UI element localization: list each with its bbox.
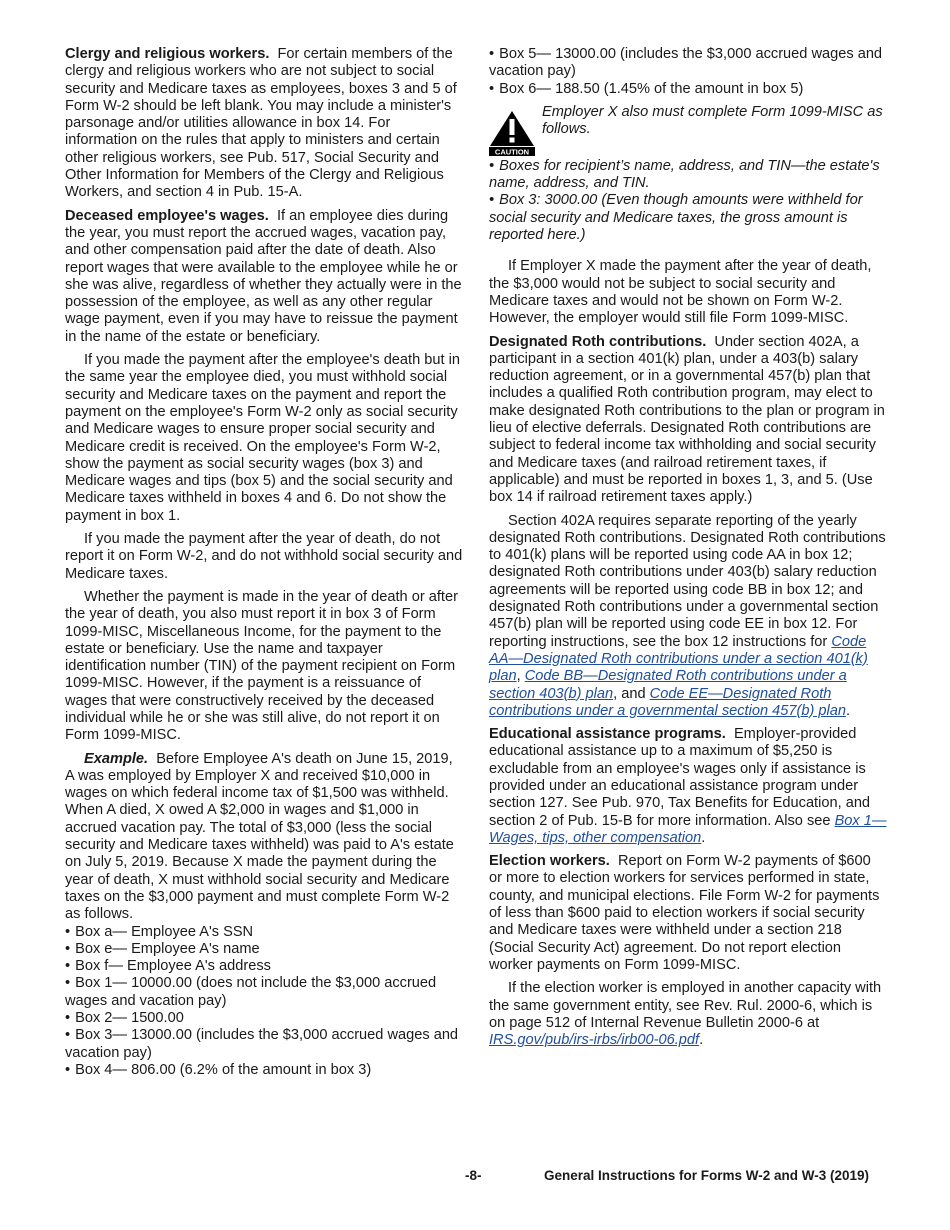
list-item: • Box f— Employee A's address — [65, 958, 463, 975]
caution-icon — [489, 110, 535, 156]
list-item: • Boxes for recipient’s name, address, and TIN—the estate's name, address, and TIN. — [489, 158, 887, 193]
list-item: • Box 2— 1500.00 — [65, 1010, 463, 1027]
after-year-paragraph: If you made the payment after the year of death, do not report it on Form W-2, and do not withhold social security and Medicare taxes. — [65, 531, 463, 582]
list-item: • Box 3— 13000.00 (includes the $3,000 accrued wages and vacation pay) — [65, 1027, 463, 1062]
roth-paragraph — [489, 334, 887, 507]
clergy-paragraph — [65, 46, 463, 202]
code-bb-link[interactable]: Code BB—Designated Roth contributions under a section 403(b) plan — [489, 668, 847, 702]
example-text: Before Employee A's death on June 15, 2019, A was employed by Employer X and received $10,000 in wages on which federal income tax of $1,500 was withheld. When A died, X owed A $2,000 in wages and $1,000 in accrued vacation pay. The total of $3,000 (less the social security and Medicare taxes withheld) was paid to A's estate on July 5, 2019. Because X made the payment during the year of death, X must withhold social security and Medicare taxes on the $3,000 payment and must complete Form W-2 as follows. — [65, 750, 454, 923]
irs-bulletin-link[interactable]: IRS.gov/pub/irs-irbs/irb00-06.pdf — [489, 1032, 700, 1049]
election-capacity-text: If the election worker is employed in another capacity with the same government entity, see Rev. Rul. 2000-6, which is on page 512 of Internal Revenue Bulletin 2000-6 at — [489, 980, 882, 1031]
list-item: • Box 6— 188.50 (1.45% of the amount in box 5) — [489, 81, 887, 98]
w2-box-list-continued — [489, 46, 887, 98]
code-aa-link[interactable]: Code AA—Designated Roth contributions under a section 401(k) plan — [489, 633, 868, 685]
caution-text: Employer X also must complete Form 1099-MISC as follows. — [542, 103, 883, 138]
list-item: • Box 1— 10000.00 (does not include the $3,000 accrued wages and vacation pay) — [65, 975, 463, 1010]
separator: , — [516, 668, 521, 685]
w2-box-list — [65, 924, 463, 1080]
page-number: -8- — [465, 1168, 482, 1183]
list-item: • Box 4— 806.00 (6.2% of the amount in box 3) — [65, 1062, 463, 1079]
box-1-link[interactable]: Box 1—Wages, tips, other compensation — [489, 812, 887, 846]
caution-label: CAUTION — [494, 147, 530, 156]
deceased-text: If an employee dies during the year, you must report the accrued wages, vacation pay, and other compensation paid after the date of death. Also report wages that were available to the employee while he or she was alive, regardless of whether they actually were in the possession of the employee, as well as any other regular wage payment, even if you may have to reissue the payment in the name of the estate or beneficiary. — [65, 207, 462, 345]
caution-note — [489, 104, 887, 154]
page-footer-title: General Instructions for Forms W-2 and W-3 (2019) — [544, 1168, 870, 1183]
list-item: • Box 3: 3000.00 (Even though amounts were withheld for social security and Medicare taxes, the gross amount is reported here.) — [489, 192, 887, 244]
election-paragraph — [489, 853, 887, 974]
deceased-heading: Deceased employee's wages. — [65, 207, 269, 224]
code-ee-link[interactable]: Code EE—Designated Roth contributions under a governmental section 457(b) plan — [489, 685, 846, 719]
clergy-heading: Clergy and religious workers. — [65, 46, 270, 62]
roth-reporting-paragraph — [489, 513, 887, 721]
example-heading: Example. — [84, 750, 149, 767]
employer-x-paragraph: If Employer X made the payment after the year of death, the $3,000 would not be subject to social security and Medicare taxes and would not be shown on Form W-2. However, the employer would still file Form 1099-MISC. — [489, 258, 872, 327]
left-column — [65, 46, 463, 1079]
period: . — [845, 702, 851, 719]
election-capacity-paragraph — [489, 980, 887, 1049]
right-column — [489, 46, 887, 1055]
list-item: • Box e— Employee A's name — [65, 941, 463, 958]
period: . — [699, 1032, 704, 1049]
form-1099-list — [489, 158, 887, 244]
education-text: Employer-provided educational assistance up to a maximum of $5,250 is excludable from an employee's wages only if assistance is provided under an educational assistance program under section 127. See Pub. 970, Tax Benefits for Education, and section 2 of Pub. 15-B for more information. Also see — [489, 726, 871, 829]
election-text: Report on Form W-2 payments of $600 or more to election workers for services performed in state, county, and municipal elections. File Form W-2 for payments of less than $600 paid to election workers if social security and Medicare taxes were withheld under a section 218 (Social Security Act) agreement. Do not report election worker payments on Form 1099-MISC. — [489, 853, 880, 973]
roth-text: Under section 402A, a participant in a section 401(k) plan, under a 403(b) salary reduction agreement, or in a governmental 457(b) plan that includes a qualified Roth contribution program, may elect to make designated Roth contributions to the plan or program in lieu of elective deferrals. Designated Roth contributions are subject to federal income tax withholding and social security and Medicare taxes (and railroad retirement taxes, if applicable) and must be reported in boxes 1, 3, and 5. (Use box 14 if railroad retirement taxes apply.) — [489, 333, 885, 506]
education-paragraph — [489, 726, 887, 847]
separator: , and — [613, 685, 646, 702]
education-heading: Educational assistance programs. — [489, 726, 726, 743]
same-year-paragraph: If you made the payment after the employee's death but in the same year the employee died, you must withhold social security and Medicare taxes on the payment and report the payment on the employee's Form W-2 only as social security and Medicare wages to ensure proper social security and Medicare credit is received. On the employee's Form W-2, show the payment as social security wages (box 3) and Medicare wages and tips (box 5) and the social security and Medicare taxes withheld in boxes 4 and 6. Do not show the payment in box 1. — [65, 352, 460, 524]
period: . — [701, 829, 706, 846]
example-paragraph — [65, 751, 463, 924]
list-item: • Box a— Employee A's SSN — [65, 924, 463, 941]
election-heading: Election workers. — [489, 853, 610, 870]
deceased-paragraph — [65, 208, 463, 346]
list-item: • Box 5— 13000.00 (includes the $3,000 accrued wages and vacation pay) — [489, 46, 887, 81]
clergy-text: For certain members of the clergy and religious workers who are not subject to social security and Medicare taxes as employees, boxes 3 and 5 of Form W-2 should be left blank. You may include a minister's parsonage and/or utilities allowance in box 14. For information on the rules that apply to ministers and certain other religious workers, see Pub. 517, Social Security and Other Information for Members of the Clergy and Religious Workers, and section 4 in Pub. 15-A. — [65, 46, 457, 201]
roth-reporting-text: Section 402A requires separate reporting of the yearly designated Roth contributions. Designated Roth contributions to 401(k) plans will be reported using code AA in box 12; designated Roth contributions under 403(b) salary reduction agreements will be reported using code BB in box 12; and designated Roth contributions under a governmental section 457(b) plan will be reported using code EE in box 12. For reporting instructions, see the box 12 instructions for — [489, 512, 886, 650]
roth-heading: Designated Roth contributions. — [489, 333, 707, 350]
whether-paragraph: Whether the payment is made in the year of death or after the year of death, you also must report it in box 3 of Form 1099-MISC, Miscellaneous Income, for the payment to the estate or beneficiary. Use the name and taxpayer identification number (TIN) of the payment recipient on Form 1099-MISC. However, if the payment is a reissuance of wages that were constructively received by the deceased individual while he or she was still alive, do not report it on Form 1099-MISC. — [65, 588, 458, 744]
